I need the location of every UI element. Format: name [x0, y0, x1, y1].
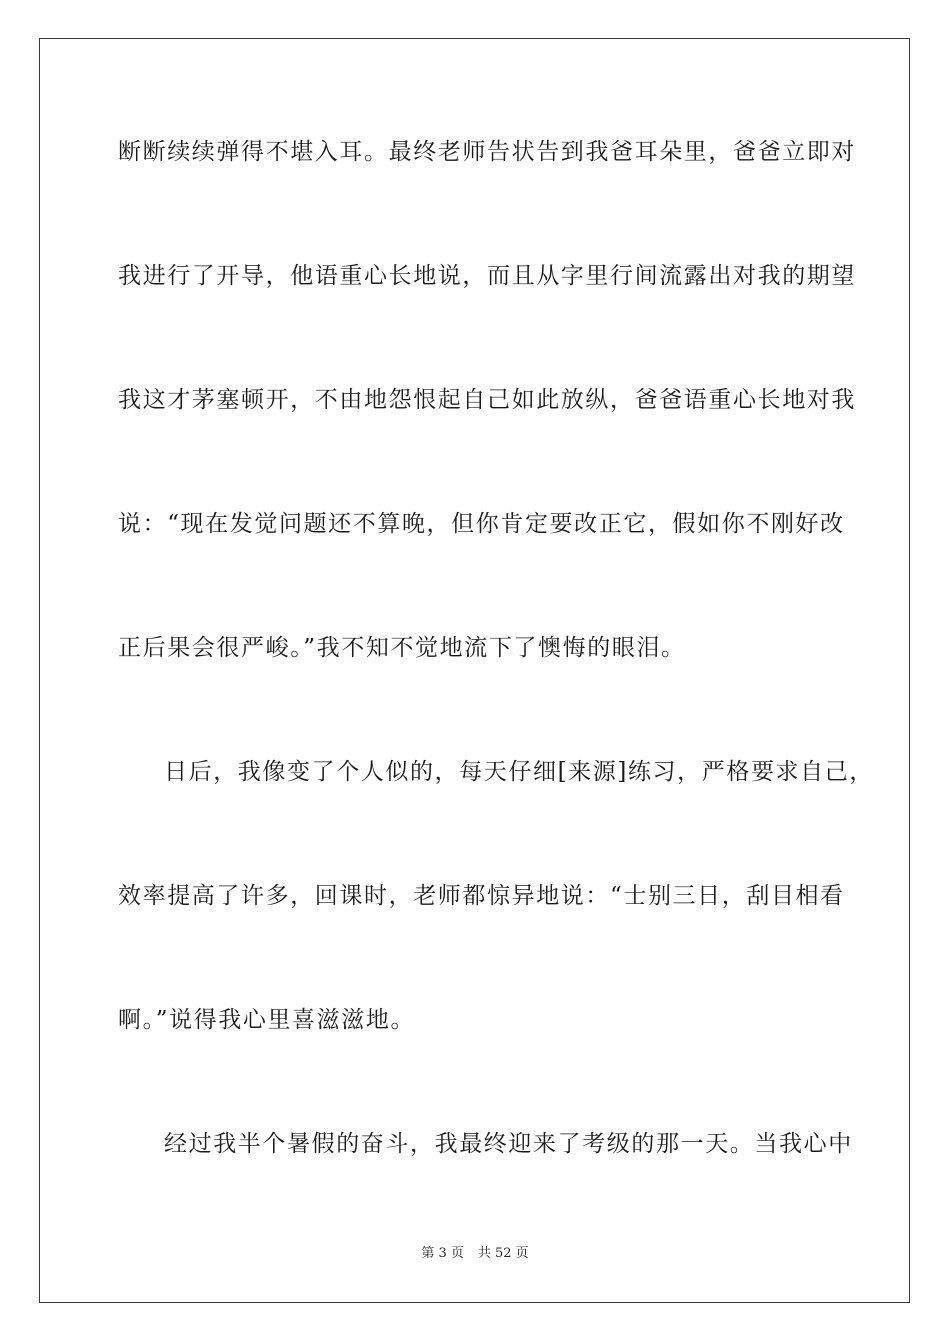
paragraph-line: 啊。”说得我心里喜滋滋地。	[118, 1007, 416, 1033]
page-footer	[0, 1245, 950, 1263]
paragraph-line: 日后，我像变了个人似的，每天仔细[来源]练习，严格要求自己，	[164, 759, 874, 785]
paragraph-line: 断断续续弹得不堪入耳。最终老师告状告到我爸耳朵里，爸爸立即对	[118, 139, 856, 165]
page-number: 第 3 页	[421, 1246, 464, 1261]
paragraph-line: 正后果会很严峻。”我不知不觉地流下了懊悔的眼泪。	[118, 635, 686, 661]
paragraph-line: 经过我半个暑假的奋斗，我最终迎来了考级的那一天。当我心中	[164, 1131, 853, 1157]
paragraph-line: 我进行了开导，他语重心长地说，而且从字里行间流露出对我的期望	[118, 263, 856, 289]
paragraph-line: 效率提高了许多，回课时，老师都惊异地说：“士别三日，刮目相看	[118, 883, 845, 909]
page-border	[39, 38, 910, 1303]
paragraph-line: 我这才茅塞顿开，不由地怨恨起自己如此放纵，爸爸语重心长地对我	[118, 387, 856, 413]
page-total: 共 52 页	[477, 1246, 529, 1261]
paragraph-line: 说：“现在发觉问题还不算晚，但你肯定要改正它，假如你不刚好改	[118, 511, 845, 537]
